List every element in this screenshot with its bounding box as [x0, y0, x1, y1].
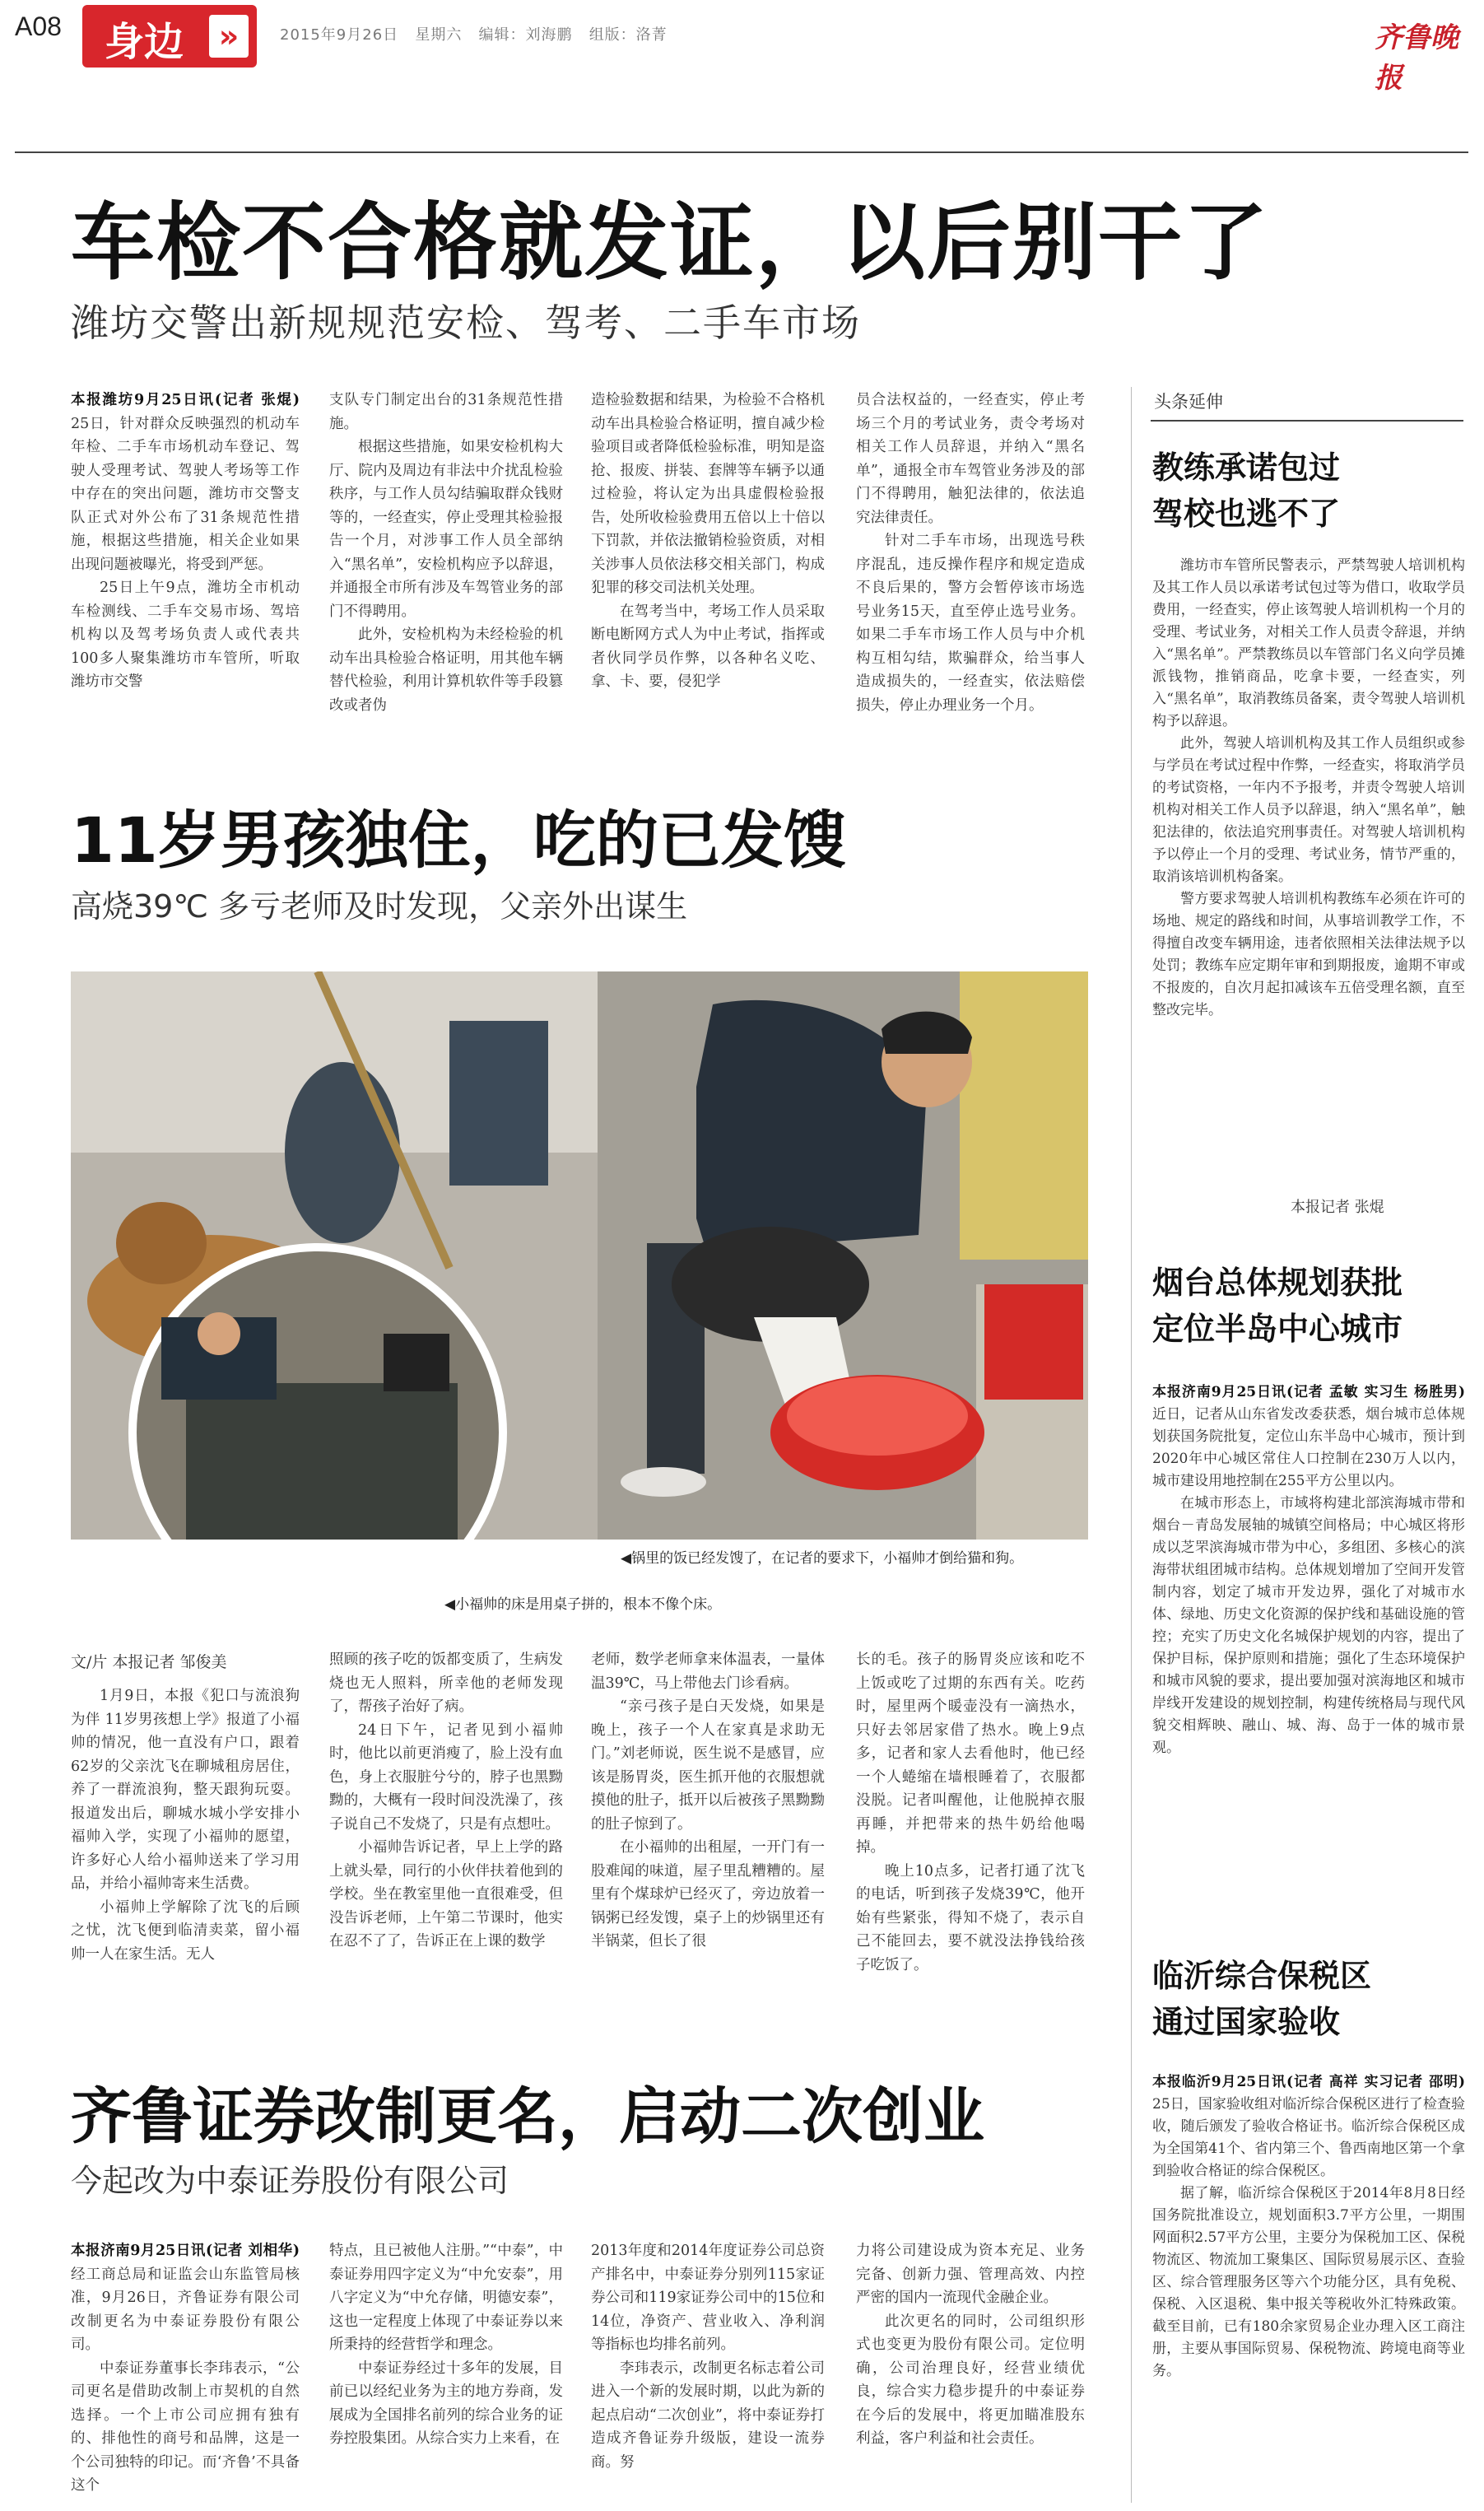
sidebar-item3-lead: 本报临沂9月25日讯(记者 高祥 实习记者 邵明) [1152, 2074, 1465, 2090]
sidebar-item2-body: 本报济南9月25日讯(记者 孟敏 实习生 杨胜男) 近日，记者从山东省发改委获悉，烟台城市总体规划获国务院批复，定位山东半岛中心城市，预计到2020年中心城区常住人口控制在230万人以内，城市建设用地控制在255平方公里以内。 在城市形态上，市域将构建北部滨海城市带和烟台－青岛发展轴的城镇空间格局；中心城区将形成以芝罘滨海城市带为中心，多组团、多核心的滨海带状组团城市结构。总体规划增加了空间开发管制内容，划定了城市开发边界，强化了对城市水体、绿地、历史文化资源的保护线和基础设施的管控；充实了历史文化名城保护规划的内容，提出了保护目标，保护原则和措施；强化了生态环境保护和城市风貌的要求，提出要加强对滨海地区和城市岸线开发建设的规划控制，构建传统格局与现代风貌交相辉映、融山、城、海、岛于一体的城市景观。 [1152, 1384, 1465, 1756]
sidebar-item1-title: 教练承诺包过 驾校也逃不了 [1152, 450, 1341, 532]
header-rule [15, 151, 1468, 153]
story2-caption1: ◀锅里的饭已经发馊了，在记者的要求下，小福帅才倒给猫和狗。 [621, 1550, 1024, 1567]
story2-col3: 老师，数学老师拿来体温表，一量体温39℃，马上带他去门诊看病。 “亲弓孩子是白天发烧，如果是晚上，孩子一个人在家真是求助无门。”刘老师说，医生说不是感冒，应该是肠胃炎，医生抓开他的衣服想就摸他的肚子，抵开以后被孩子黑黝黝的肚子惊到了。 在小福帅的出租屋，一开门有一股难闻的味道，屋子里乱糟糟的。屋里有个煤球炉已经灭了，旁边放着一锅粥已经发馊，桌子上的炒锅里还有半锅菜，但长了很 [591, 1651, 825, 1950]
sidebar-label: 头条延伸 [1154, 392, 1223, 412]
story3-col4: 力将公司建设成为资本充足、业务完备、创新力强、管理高效、内控严密的国内一流现代金融企业。 此次更名的同时，公司组织形式也变更为股份有限公司。定位明确，公司治理良好，经营业绩优良，综合实力稳步提升的中泰证券在今后的发展中，将更加瞄准股东利益，客户利益和社会责任。 [856, 2243, 1085, 2447]
sidebar-header [1151, 389, 1463, 422]
layout-credit: 组版：洛菁 [588, 26, 668, 44]
story1-col4: 员合法权益的，一经查实，停止考场三个月的考试业务，责令考场对相关工作人员辞退，并纳入“黑名单”，通报全市车驾管业务涉及的部门不得聘用，触犯法律的，依法追究法律责任。 针对二手车市场，出现选号秩序混乱，违反操作程序和规定造成不良后果的，警方会暂停该市场选号业务15天，直至停止选号业务。如果二手车市场工作人员与中介机构互相勾结，欺骗群众，给当事人造成损失的，一经查实，依法赔偿损失，停止办理业务一个月。 [856, 392, 1085, 714]
story1-subhead: 潍坊交警出新规规范安检、驾考、二手车市场 [71, 300, 861, 345]
story2-caption2: ◀小福帅的床是用桌子拼的，根本不像个床。 [444, 1596, 722, 1613]
issue-date: 2015年9月26日 [280, 26, 399, 44]
sidebar-item2-title: 烟台总体规划获批 定位半岛中心城市 [1152, 1265, 1403, 1347]
story1-headline: 车检不合格就发证，以后别干了 [71, 194, 1269, 292]
story1-col3: 造检验数据和结果，为检验不合格机动车出具检验合格证明，擅自减少检验项目或者降低检验标准，明知是盗抢、报废、拼装、套牌等车辆予以通过检验，将认定为出具虚假检验报告，处所收检验费用五倍以上十倍以下罚款，并依法撤销检验资质，对相关涉事人员依法移交相关部门，构成犯罪的移交司法机关处理。 在驾考当中，考场工作人员采取断电断网方式人为中止考试，指挥或者伙同学员作弊，以各种名义吃、拿、卡、要，侵犯学 [591, 392, 825, 690]
section-tag [82, 5, 257, 68]
story2-col1: 1月9日，本报《犯口与流浪狗为伴 11岁男孩想上学》报道了小福帅的情况，他一直没有户口，跟着62岁的父亲沈飞在聊城租房居住，养了一群流浪狗，整天跟狗玩耍。报道发出后，聊城水城小学安排小福帅入学，实现了小福帅的愿望，许多好心人给小福帅送来了学习用品，并给小福帅寄来生活费。 小福帅上学解除了沈飞的后顾之忧，沈飞便到临清卖菜，留小福帅一人在家生活。无人 [71, 1688, 300, 1963]
page-number: A08 [15, 12, 62, 41]
sidebar-item2-lead: 本报济南9月25日讯(记者 孟敏 实习生 杨胜男) [1152, 1384, 1465, 1400]
story1-col1: 本报潍坊9月25日讯(记者 张焜) 25日，针对群众反映强烈的机动车年检、二手车市场机动车登记、驾驶人受理考试、驾驶人考场等工作中存在的突出问题，潍坊市交警支队正式对外公布了31条规范性措施，根据这些措施，相关企业如果出现问题被曝光，将受到严惩。 25日上午9点，潍坊全市机动车检测线、二手车交易市场、驾培机构以及驾考场负责人或代表共100多人聚集潍坊市车管所，听取潍坊市交警 [71, 392, 300, 690]
section-name: 身边 [104, 19, 184, 65]
story3-col1: 本报济南9月25日讯(记者 刘相华) 经工商总局和证监会山东监管局核准，9月26日，齐鲁证券有限公司改制更名为中泰证券股份有限公司。 中泰证券董事长李玮表示，“公司更名是借助改制上市契机的自然选择。一个上市公司应拥有独有的、排他性的商号和品牌，这是一个公司独特的印记。而‘齐鲁’不具备这个 [71, 2243, 300, 2494]
sidebar-item3-title: 临沂综合保税区 通过国家验收 [1152, 1958, 1372, 2040]
sidebar-item1-body: 潍坊市车管所民警表示，严禁驾驶人培训机构及其工作人员以承诺考试包过等为借口，收取学员费用，一经查实，停止该驾驶人培训机构一个月的受理、考试业务，对相关工作人员责令辞退，并纳入“黑名单”。严禁教练员以车管部门名义向学员摊派钱物，推销商品，吃拿卡要，一经查实，列入“黑名单”，取消教练员备案，责令驾驶人培训机构予以辞退。 此外，驾驶人培训机构及其工作人员组织或参与学员在考试过程中作弊，一经查实，将取消学员的考试资格，一年内不予报考，并责令驾驶人培训机构对相关工作人员予以辞退，纳入“黑名单”，触犯法律的，依法追究刑事责任。对驾驶人培训机构予以停止一个月的受理、考试业务，情节严重的，取消该培训机构备案。 警方要求驾驶人培训机构教练车必须在许可的场地、规定的路线和时间，从事培训教学工作，不得擅自改变车辆用途，违者依照相关法律法规予以处罚；教练车应定期年审和到期报废，逾期不审或不报废的，自次月起扣减该车五倍受理名额，直至整改完毕。 [1152, 557, 1465, 1018]
story2-photo [71, 971, 1088, 1540]
story3-headline: 齐鲁证券改制更名，启动二次创业 [71, 2081, 984, 2152]
story2-col2: 照顾的孩子吃的饭都变质了，生病发烧也无人照料，所幸他的老师发现了，帮孩子治好了病。 24日下午，记者见到小福帅时，他比以前更消瘦了，脸上没有血色，身上衣服脏兮兮的，脖子也黑黝黝的，大概有一段时间没洗澡了，孩子说自己不发烧了，只是有点想吐。 小福帅告诉记者，早上上学的路上就头晕，同行的小伙伴扶着他到的学校。坐在教室里他一直很难受，但没告诉老师，上午第二节课时，他实在忍不了了，告诉正在上课的数学 [329, 1651, 563, 1950]
issue-meta [280, 23, 668, 44]
story2-col4: 长的毛。孩子的肠胃炎应该和吃不上饭或吃了过期的东西有关。吃药时，屋里两个暖壶没有一滴热水，只好去邻居家借了热水。晚上9点多，记者和家人去看他时，他已经一个人蜷缩在墙根睡着了，衣服都没脱。记者叫醒他，让他脱掉衣服再睡，并把带来的热牛奶给他喝掉。 晚上10点多，记者打通了沈飞的电话，听到孩子发烧39℃，他开始有些紧张，得知不烧了，表示自己不能回去，要不就没法挣钱给孩子吃饭了。 [856, 1651, 1085, 1973]
story3-col3: 2013年度和2014年度证券公司总资产排名中，中泰证券分别列115家证券公司和119家证券公司中的15位和14位，净资产、营业收入、净利润等指标也均排名前列。 李玮表示，改制更名标志着公司进入一个新的发展时期，以此为新的起点启动“二次创业”，将中泰证券打造成齐鲁证券升级版，建设一流券商。努 [591, 2243, 825, 2471]
story2-credit: 文/片 本报记者 邹俊美 [71, 1653, 227, 1671]
newspaper-logo: 齐鲁晚报 [1375, 21, 1458, 95]
sidebar-item1-sign: 本报记者 张焜 [1291, 1199, 1384, 1216]
sidebar-divider [1131, 387, 1132, 2503]
sidebar-item3-body: 本报临沂9月25日讯(记者 高祥 实习记者 邵明) 25日，国家验收组对临沂综合保税区进行了检查验收，随后颁发了验收合格证书。临沂综合保税区成为全国第41个、省内第三个、鲁西南地区第一个拿到验收合格证的综合保税区。 据了解，临沂综合保税区于2014年8月8日经国务院批准设立，规划面积3.7平方公里，一期围网面积2.57平方公里，主要分为保税加工区、保税物流区、物流加工聚集区、国际贸易展示区、查验区、综合管理服务区等六个功能分区，具有免税、保税、入区退税、集中报关等税收外汇特殊政策。截至目前，已有180余家贸易企业办理入区工商注册，主要从事国际贸易、保税物流、跨境电商等业务。 [1152, 2074, 1465, 2379]
double-chevron-icon: » [209, 15, 249, 58]
story3-subhead: 今起改为中泰证券股份有限公司 [71, 2163, 509, 2199]
story2-subhead: 高烧39℃ 多亏老师及时发现，父亲外出谋生 [71, 888, 688, 925]
story3-col2: 特点，且已被他人注册。”“中泰”，中泰证券用四字定义为“中允安泰”，用八字定义为“中允存储，明德安泰”，这也一定程度上体现了中泰证券以来所秉持的经营哲学和理念。 中泰证券经过十多年的发展，目前已以经纪业务为主的地方券商，发展成为全国排名前列的综合业务的证券控股集团。从综合实力上来看，在 [329, 2243, 563, 2447]
issue-weekday: 星期六 [415, 26, 463, 44]
story3-byline: 本报济南9月25日讯(记者 刘相华) [71, 2243, 300, 2259]
story1-col2: 支队专门制定出台的31条规范性措施。 根据这些措施，如果安检机构大厅、院内及周边有非法中介扰乱检验秩序，与工作人员勾结骗取群众钱财等的，一经查实，停止受理其检验报告一个月，对涉事工作人员全部纳入“黑名单”，安检机构应予以辞退，并通报全市所有涉及车驾管业务的部门不得聘用。 此外，安检机构为未经检验的机动车出具检验合格证明，用其他车辆替代检验，利用计算机软件等手段篡改或者伪 [329, 392, 563, 714]
story2-headline: 11岁男孩独住，吃的已发馊 [71, 804, 846, 877]
boy-pouring-rice-photo [71, 971, 1088, 1540]
editor-credit: 编辑：刘海鹏 [478, 26, 573, 44]
story1-byline: 本报潍坊9月25日讯(记者 张焜) [71, 392, 300, 408]
